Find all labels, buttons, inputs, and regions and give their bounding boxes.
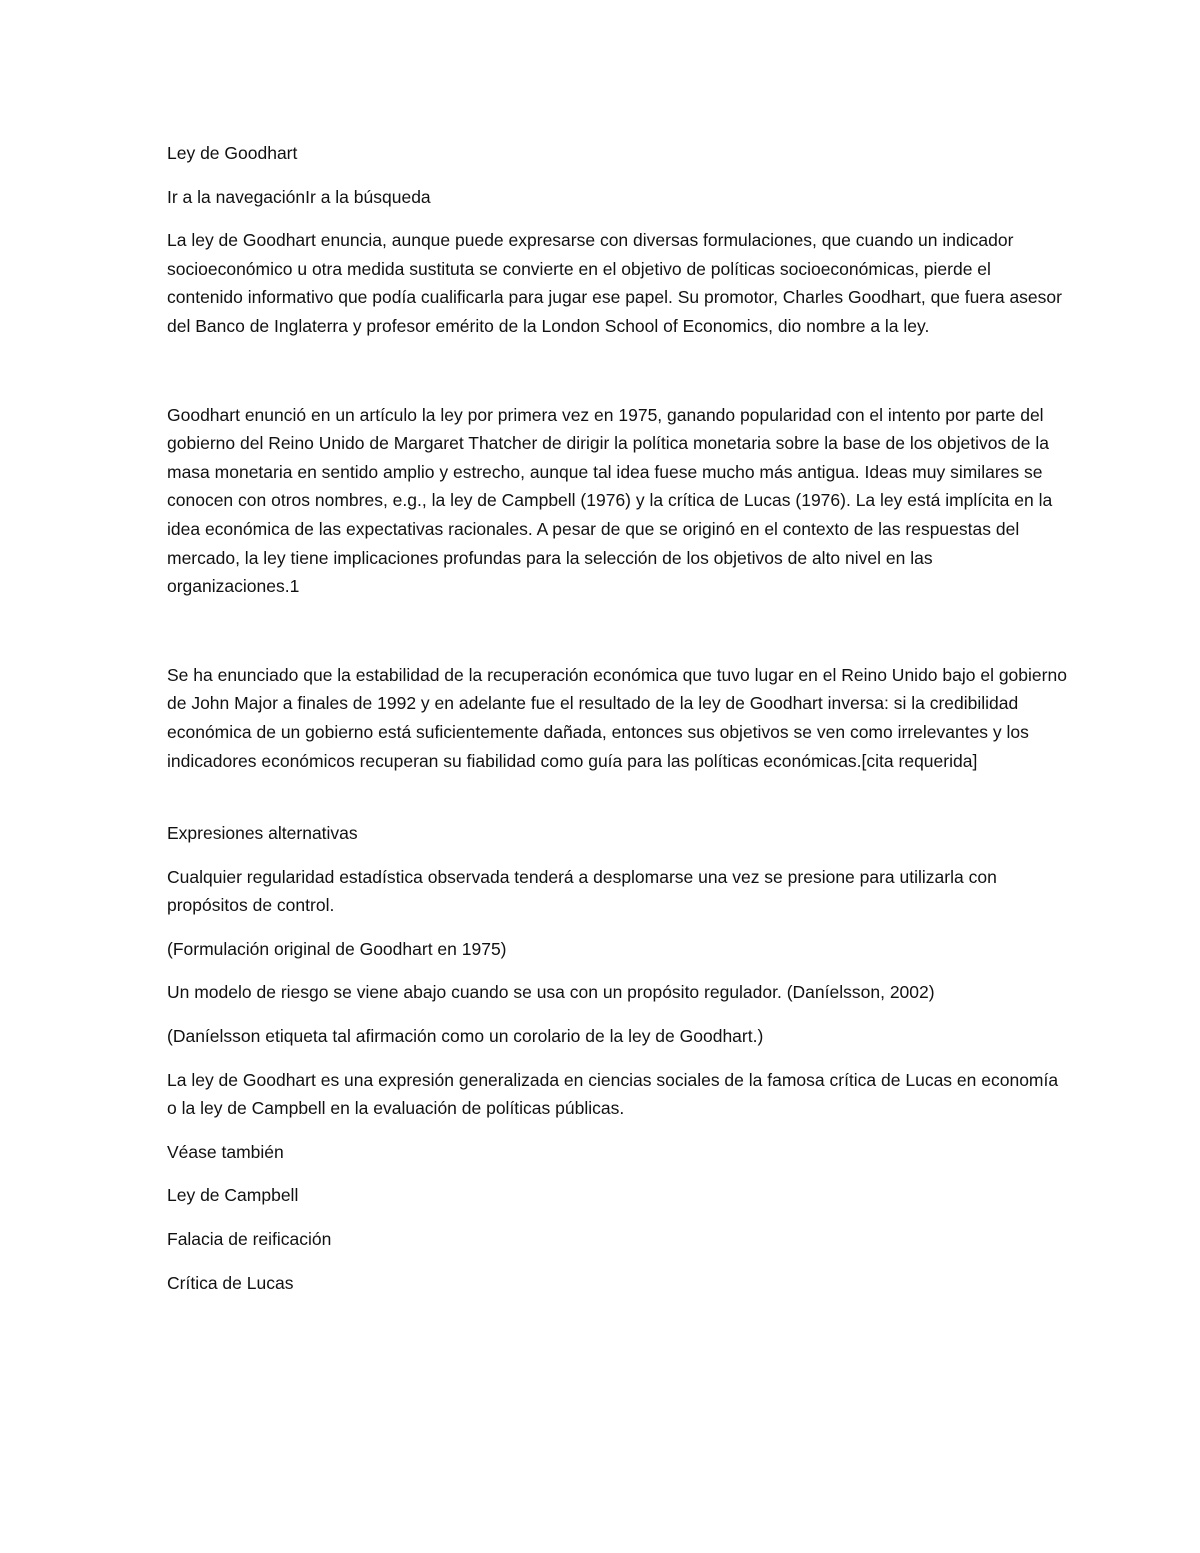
navigation-links: Ir a la navegaciónIr a la búsqueda	[167, 186, 431, 207]
see-also-item: Falacia de reificación	[167, 1229, 332, 1250]
see-also-heading: Véase también	[167, 1141, 284, 1162]
alt-expression: Cualquier regularidad estadística observada tenderá a desplomarse una vez se presione para utilizarla con propósitos de control.	[167, 866, 997, 916]
see-also-item: Crítica de Lucas	[167, 1272, 294, 1293]
alt-expression: La ley de Goodhart es una expresión generalizada en ciencias sociales de la famosa crítica de Lucas en economía o la ley de Campbell en la evaluación de políticas públicas.	[167, 1069, 1059, 1119]
see-also-item: Ley de Campbell	[167, 1185, 299, 1206]
paragraph-intro: La ley de Goodhart enuncia, aunque puede expresarse con diversas formulaciones, que cuando un indicador socioeconómico u otra medida sustituta se convierte en el objetivo de políticas socioeconómicas, pierde el contenido informativo que podía cualificarla para jugar ese papel. Su promotor, Charles Goodhart, que fuera asesor del Banco de Inglaterra y profesor emérito de la London School of Economics, dio nombre a la ley.	[167, 230, 1062, 336]
alt-section-heading: Expresiones alternativas	[167, 823, 358, 844]
alt-expression: Un modelo de riesgo se viene abajo cuando se usa con un propósito regulador. (Daníelsson, 2002)	[167, 982, 935, 1003]
paragraph-inverse-law: Se ha enunciado que la estabilidad de la recuperación económica que tuvo lugar en el Reino Unido bajo el gobierno de John Major a finales de 1992 y en adelante fue el resultado de la ley de Goodhart inversa: si la credibilidad económica de un gobierno está suficientemente dañada, entonces sus objetivos se ven como irrelevantes y los indicadores económicos recuperan su fiabilidad como guía para las políticas económicas.[cita requerida]	[167, 664, 1067, 771]
alt-expression: (Daníelsson etiqueta tal afirmación como un corolario de la ley de Goodhart.)	[167, 1026, 764, 1047]
document-page	[167, 139, 1067, 1312]
alt-expression: (Formulación original de Goodhart en 1975)	[167, 938, 507, 959]
document-title: Ley de Goodhart	[167, 143, 298, 163]
paragraph-history: Goodhart enunció en un artículo la ley por primera vez en 1975, ganando popularidad con el intento por parte del gobierno del Reino Unido de Margaret Thatcher de dirigir la política monetaria sobre la base de los objetivos de la masa monetaria en sentido amplio y estrecho, aunque tal idea fuese mucho más antigua. Ideas muy similares se conocen con otros nombres, e.g., la ley de Campbell (1976) y la crítica de Lucas (1976). La ley está implícita en la idea económica de las expectativas racionales. A pesar de que se originó en el contexto de las respuestas del mercado, la ley tiene implicaciones profundas para la selección de los objetivos de alto nivel en las organizaciones.1	[167, 404, 1053, 597]
